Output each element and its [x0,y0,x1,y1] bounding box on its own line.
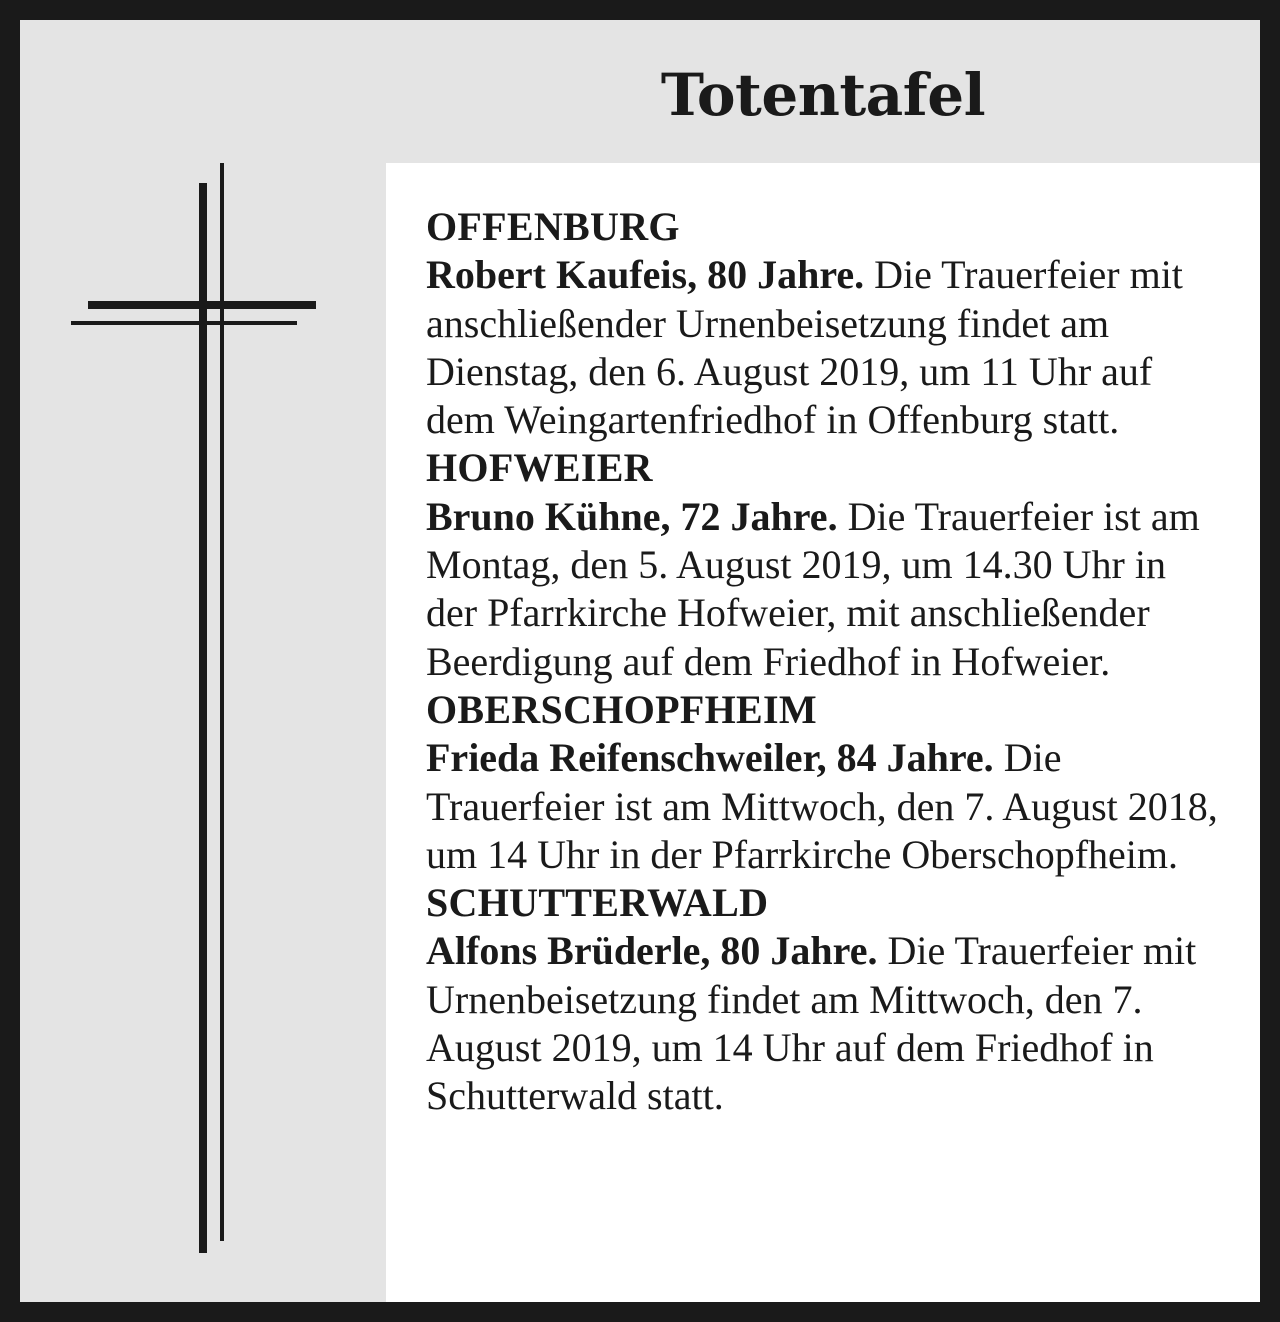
page-title: Totentafel [660,61,986,129]
cross-horizontal-bar-bottom [71,321,297,325]
obituary-entry-oberschopfheim [426,686,1226,879]
cross-vertical-bar-left [199,183,207,1253]
entry-text: Die Trauerfeier mit Urnenbeisetzung findet am Mittwoch, den 7. August 2019, um 14 Uhr auf dem Friedhof in Schutterwald statt. [426,928,1197,1119]
entry-body [426,493,1226,686]
entry-name: Frieda Reifenschweiler, 84 Jahre. [426,735,994,781]
cross-icon [20,20,380,1302]
cross-horizontal-bar-top [88,301,316,309]
notice-content [386,163,1260,1302]
entry-place: OBERSCHOPFHEIM [426,686,817,732]
entry-name: Alfons Brüderle, 80 Jahre. [426,928,878,974]
entry-body [426,927,1226,1120]
entry-text: Die Trauerfeier mit anschließender Urnenbeisetzung findet am Dienstag, den 6. August 2019, um 11 Uhr auf dem Weingartenfriedhof in Offenburg statt. [426,252,1183,443]
entry-place: HOFWEIER [426,445,653,491]
obituary-entry-offenburg [426,203,1226,444]
obituary-list [426,203,1226,1121]
entry-body [426,251,1226,444]
entry-text: Die Trauerfeier ist am Mittwoch, den 7. August 2018, um 14 Uhr in der Pfarrkirche Oberschopfheim. [426,735,1218,877]
obituary-entry-hofweier [426,444,1226,685]
entry-place: OFFENBURG [426,204,680,249]
entry-place: SCHUTTERWALD [426,880,769,926]
entry-text: Die Trauerfeier ist am Montag, den 5. August 2019, um 14.30 Uhr in der Pfarrkirche Hofweier, mit anschließender Beerdigung auf dem Friedhof in Hofweier. [426,493,1200,684]
entry-body [426,734,1226,879]
obituary-panel [20,20,1260,1302]
entry-name: Bruno Kühne, 72 Jahre. [426,493,838,539]
obituary-entry-schutterwald [426,879,1226,1120]
entry-name: Robert Kaufeis, 80 Jahre. [426,252,865,298]
